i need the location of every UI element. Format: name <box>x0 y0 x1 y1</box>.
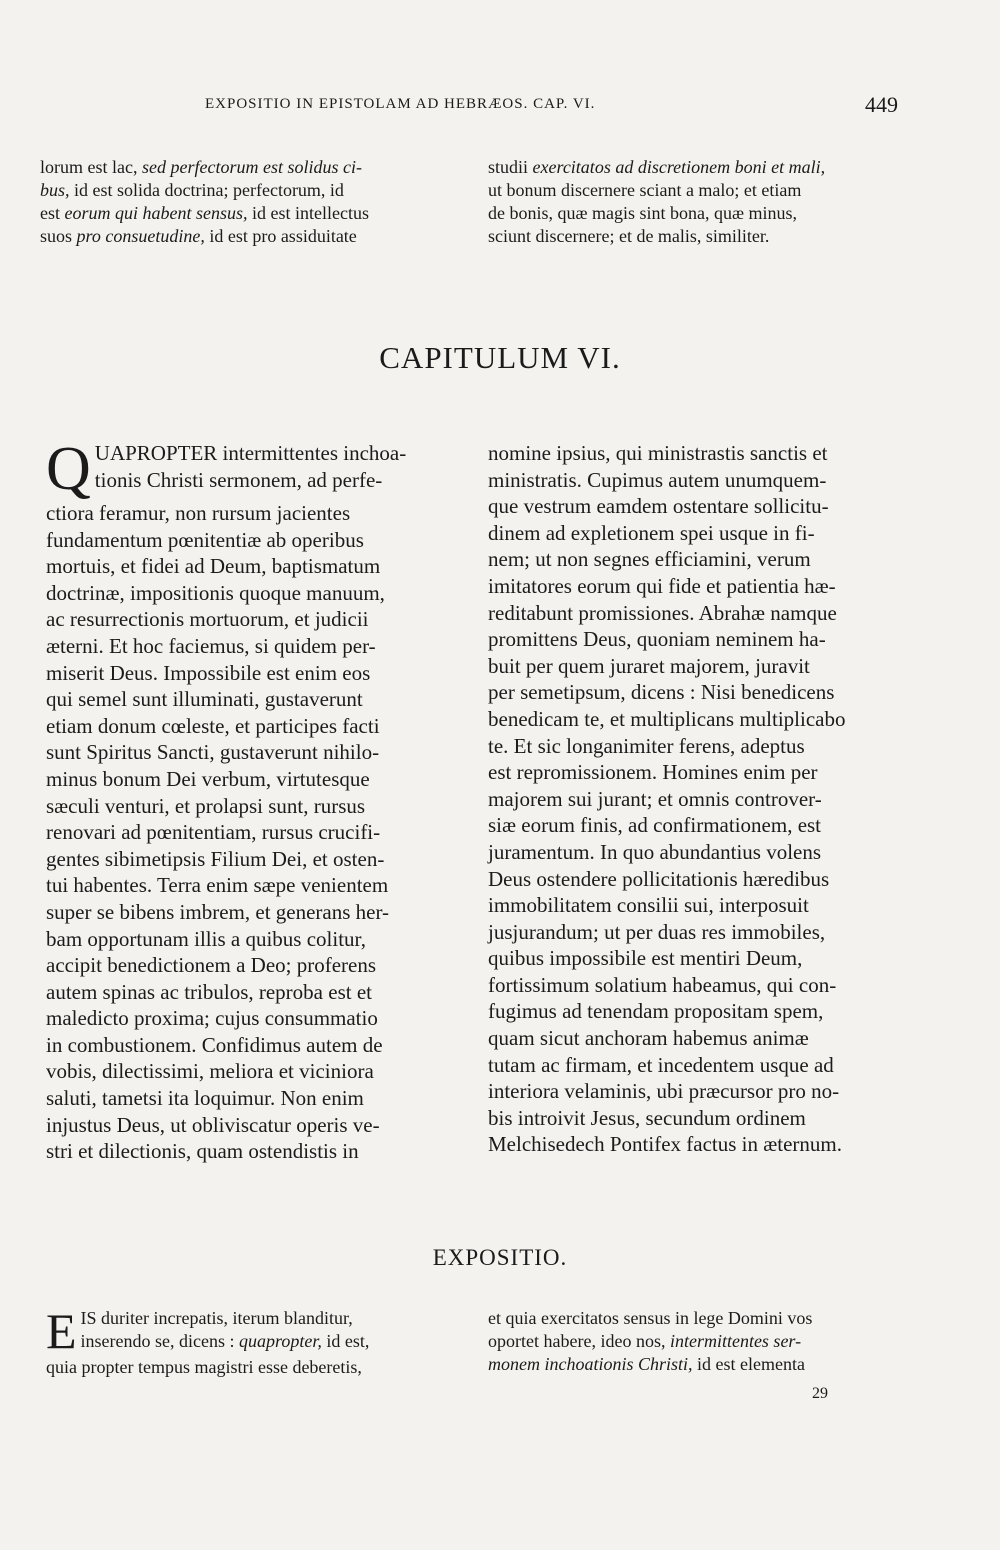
text-line: gentes sibimetipsis Filium Dei, et osten- <box>46 846 385 871</box>
text-line: accipit benedictionem a Deo; proferens <box>46 953 377 978</box>
text-line: oportet habere, ideo nos, intermittentes ser- <box>488 1331 802 1351</box>
text-line: et quia exercitatos sensus in lege Domini vos <box>488 1308 813 1328</box>
text-line: minus bonum Dei verbum, virtutesque <box>46 766 370 791</box>
text-line: miserit Deus. Impossibile est enim eos <box>46 660 371 685</box>
text-line: sæculi venturi, et prolapsi sunt, rursus <box>46 793 366 818</box>
text-line: que vestrum eamdem ostentare sollicitu- <box>488 494 829 519</box>
text-line: immobilitatem consilii sui, interposuit <box>488 893 809 918</box>
text-line: super se bibens imbrem, et generans her- <box>46 899 390 924</box>
text-line: quia propter tempus magistri esse deberetis, <box>46 1357 362 1377</box>
drop-cap: E <box>46 1303 77 1359</box>
text-line: inserendo se, dicens : quapropter, id est, <box>80 1331 370 1351</box>
chapter-title: CAPITULUM VI. <box>379 340 621 375</box>
text-line: nem; ut non segnes efficiamini, verum <box>488 547 811 572</box>
text-line: ac resurrectionis mortuorum, et judicii <box>46 607 369 632</box>
expo-left-column <box>46 1303 466 1379</box>
text-line: sciunt discernere; et de malis, similiter. <box>488 226 770 246</box>
text-line: promittens Deus, quoniam neminem ha- <box>488 627 826 652</box>
text-line: de bonis, quæ magis sint bona, quæ minus, <box>488 203 798 223</box>
text-line: studii exercitatos ad discretionem boni et mali, <box>488 157 826 177</box>
text-line: quibus impossibile est mentiri Deum, <box>488 946 803 971</box>
text-line: æterni. Et hoc faciemus, si quidem per- <box>46 633 376 658</box>
text-line: UAPROPTER intermittentes inchoa- <box>94 441 407 465</box>
text-line: sunt Spiritus Sancti, gustaverunt nihilo- <box>46 740 380 765</box>
text-line: majorem sui jurant; et omnis controver- <box>488 786 822 811</box>
text-line: etiam donum cœleste, et participes facti <box>46 713 380 738</box>
text-line: nomine ipsius, qui ministrastis sanctis et <box>488 441 828 465</box>
expo-right-column <box>488 1307 908 1376</box>
text-line: est eorum qui habent sensus, id est intellectus <box>40 203 369 223</box>
text-line: lorum est lac, sed perfectorum est solidus ci- <box>40 157 362 177</box>
text-line: autem spinas ac tribulos, reproba est et <box>46 979 372 1004</box>
top-right-column <box>488 156 908 248</box>
text-line: ut bonum discernere sciant a malo; et etiam <box>488 180 802 200</box>
text-line: mortuis, et fidei ad Deum, baptismatum <box>46 554 381 579</box>
text-line: jusjurandum; ut per duas res immobiles, <box>488 919 826 944</box>
text-line: quam sicut anchoram habemus animæ <box>488 1026 809 1051</box>
text-line: juramentum. In quo abundantius volens <box>488 839 822 864</box>
text-line: vobis, dilectissimi, meliora et viciniora <box>46 1059 374 1084</box>
text-line: ministratis. Cupimus autem unumquem- <box>488 467 827 492</box>
main-left-column <box>46 435 466 1165</box>
text-line: renovari ad pœnitentiam, rursus crucifi- <box>46 820 381 845</box>
text-line: imitatores eorum qui fide et patientia hæ- <box>488 573 836 598</box>
text-line: buit per quem juraret majorem, juravit <box>488 653 810 678</box>
text-line: Melchisedech Pontifex factus in æternum. <box>488 1132 842 1157</box>
text-line: qui semel sunt illuminati, gustaverunt <box>46 687 363 712</box>
text-line: est repromissionem. Homines enim per <box>488 760 818 785</box>
text-line: fugimus ad tenendam propositam spem, <box>488 999 824 1024</box>
text-line: Deus ostendere pollicitationis hæredibus <box>488 866 830 891</box>
text-line: interiora velaminis, ubi præcursor pro no- <box>488 1079 840 1104</box>
text-line: benedicam te, et multiplicans multiplicabo <box>488 706 846 731</box>
text-line: tionis Christi sermonem, ad perfe- <box>94 467 383 492</box>
text-line: siæ eorum finis, ad confirmationem, est <box>488 813 822 838</box>
text-line: fundamentum pœnitentiæ ab operibus <box>46 527 364 552</box>
text-line: doctrinæ, impositionis quoque manuum, <box>46 580 385 605</box>
text-line: per semetipsum, dicens : Nisi benedicens <box>488 680 835 705</box>
text-line: saluti, tametsi ita loquimur. Non enim <box>46 1086 364 1111</box>
page-number: 449 <box>865 92 898 117</box>
drop-cap: Q <box>46 435 91 503</box>
main-right-column <box>488 440 908 1158</box>
text-line: bus, id est solida doctrina; perfectorum, id <box>40 180 344 200</box>
text-line: bam opportunam illis a quibus colitur, <box>46 926 366 951</box>
text-line: ctiora feramur, non rursum jacientes <box>46 501 351 525</box>
text-line: monem inchoationis Christi, id est elementa <box>488 1354 805 1374</box>
text-line: fortissimum solatium habeamus, qui con- <box>488 972 837 997</box>
text-line: bis introivit Jesus, secundum ordinem <box>488 1105 806 1130</box>
running-head: EXPOSITIO IN EPISTOLAM AD HEBRÆOS. CAP. VI. <box>205 96 596 112</box>
main-left-lines <box>46 500 466 1165</box>
text-line: maledicto proxima; cujus consummatio <box>46 1006 378 1031</box>
text-line: reditabunt promissiones. Abrahæ namque <box>488 600 837 625</box>
text-line: in combustionem. Confidimus autem de <box>46 1032 383 1057</box>
text-line: tutam ac firmam, et incedentem usque ad <box>488 1052 834 1077</box>
signature-mark: 29 <box>812 1385 828 1402</box>
text-line: injustus Deus, ut obliviscatur operis ve- <box>46 1112 380 1137</box>
text-line: tui habentes. Terra enim sæpe venientem <box>46 873 389 898</box>
text-line: dinem ad expletionem spei usque in fi- <box>488 520 815 545</box>
expositio-title: EXPOSITIO. <box>432 1245 568 1270</box>
text-line: stri et dilectionis, quam ostendistis in <box>46 1139 359 1164</box>
text-line: te. Et sic longanimiter ferens, adeptus <box>488 733 805 758</box>
text-line: IS duriter increpatis, iterum blanditur, <box>80 1308 353 1328</box>
top-left-column <box>40 156 460 248</box>
text-line: suos pro consuetudine, id est pro assiduitate <box>40 226 357 246</box>
